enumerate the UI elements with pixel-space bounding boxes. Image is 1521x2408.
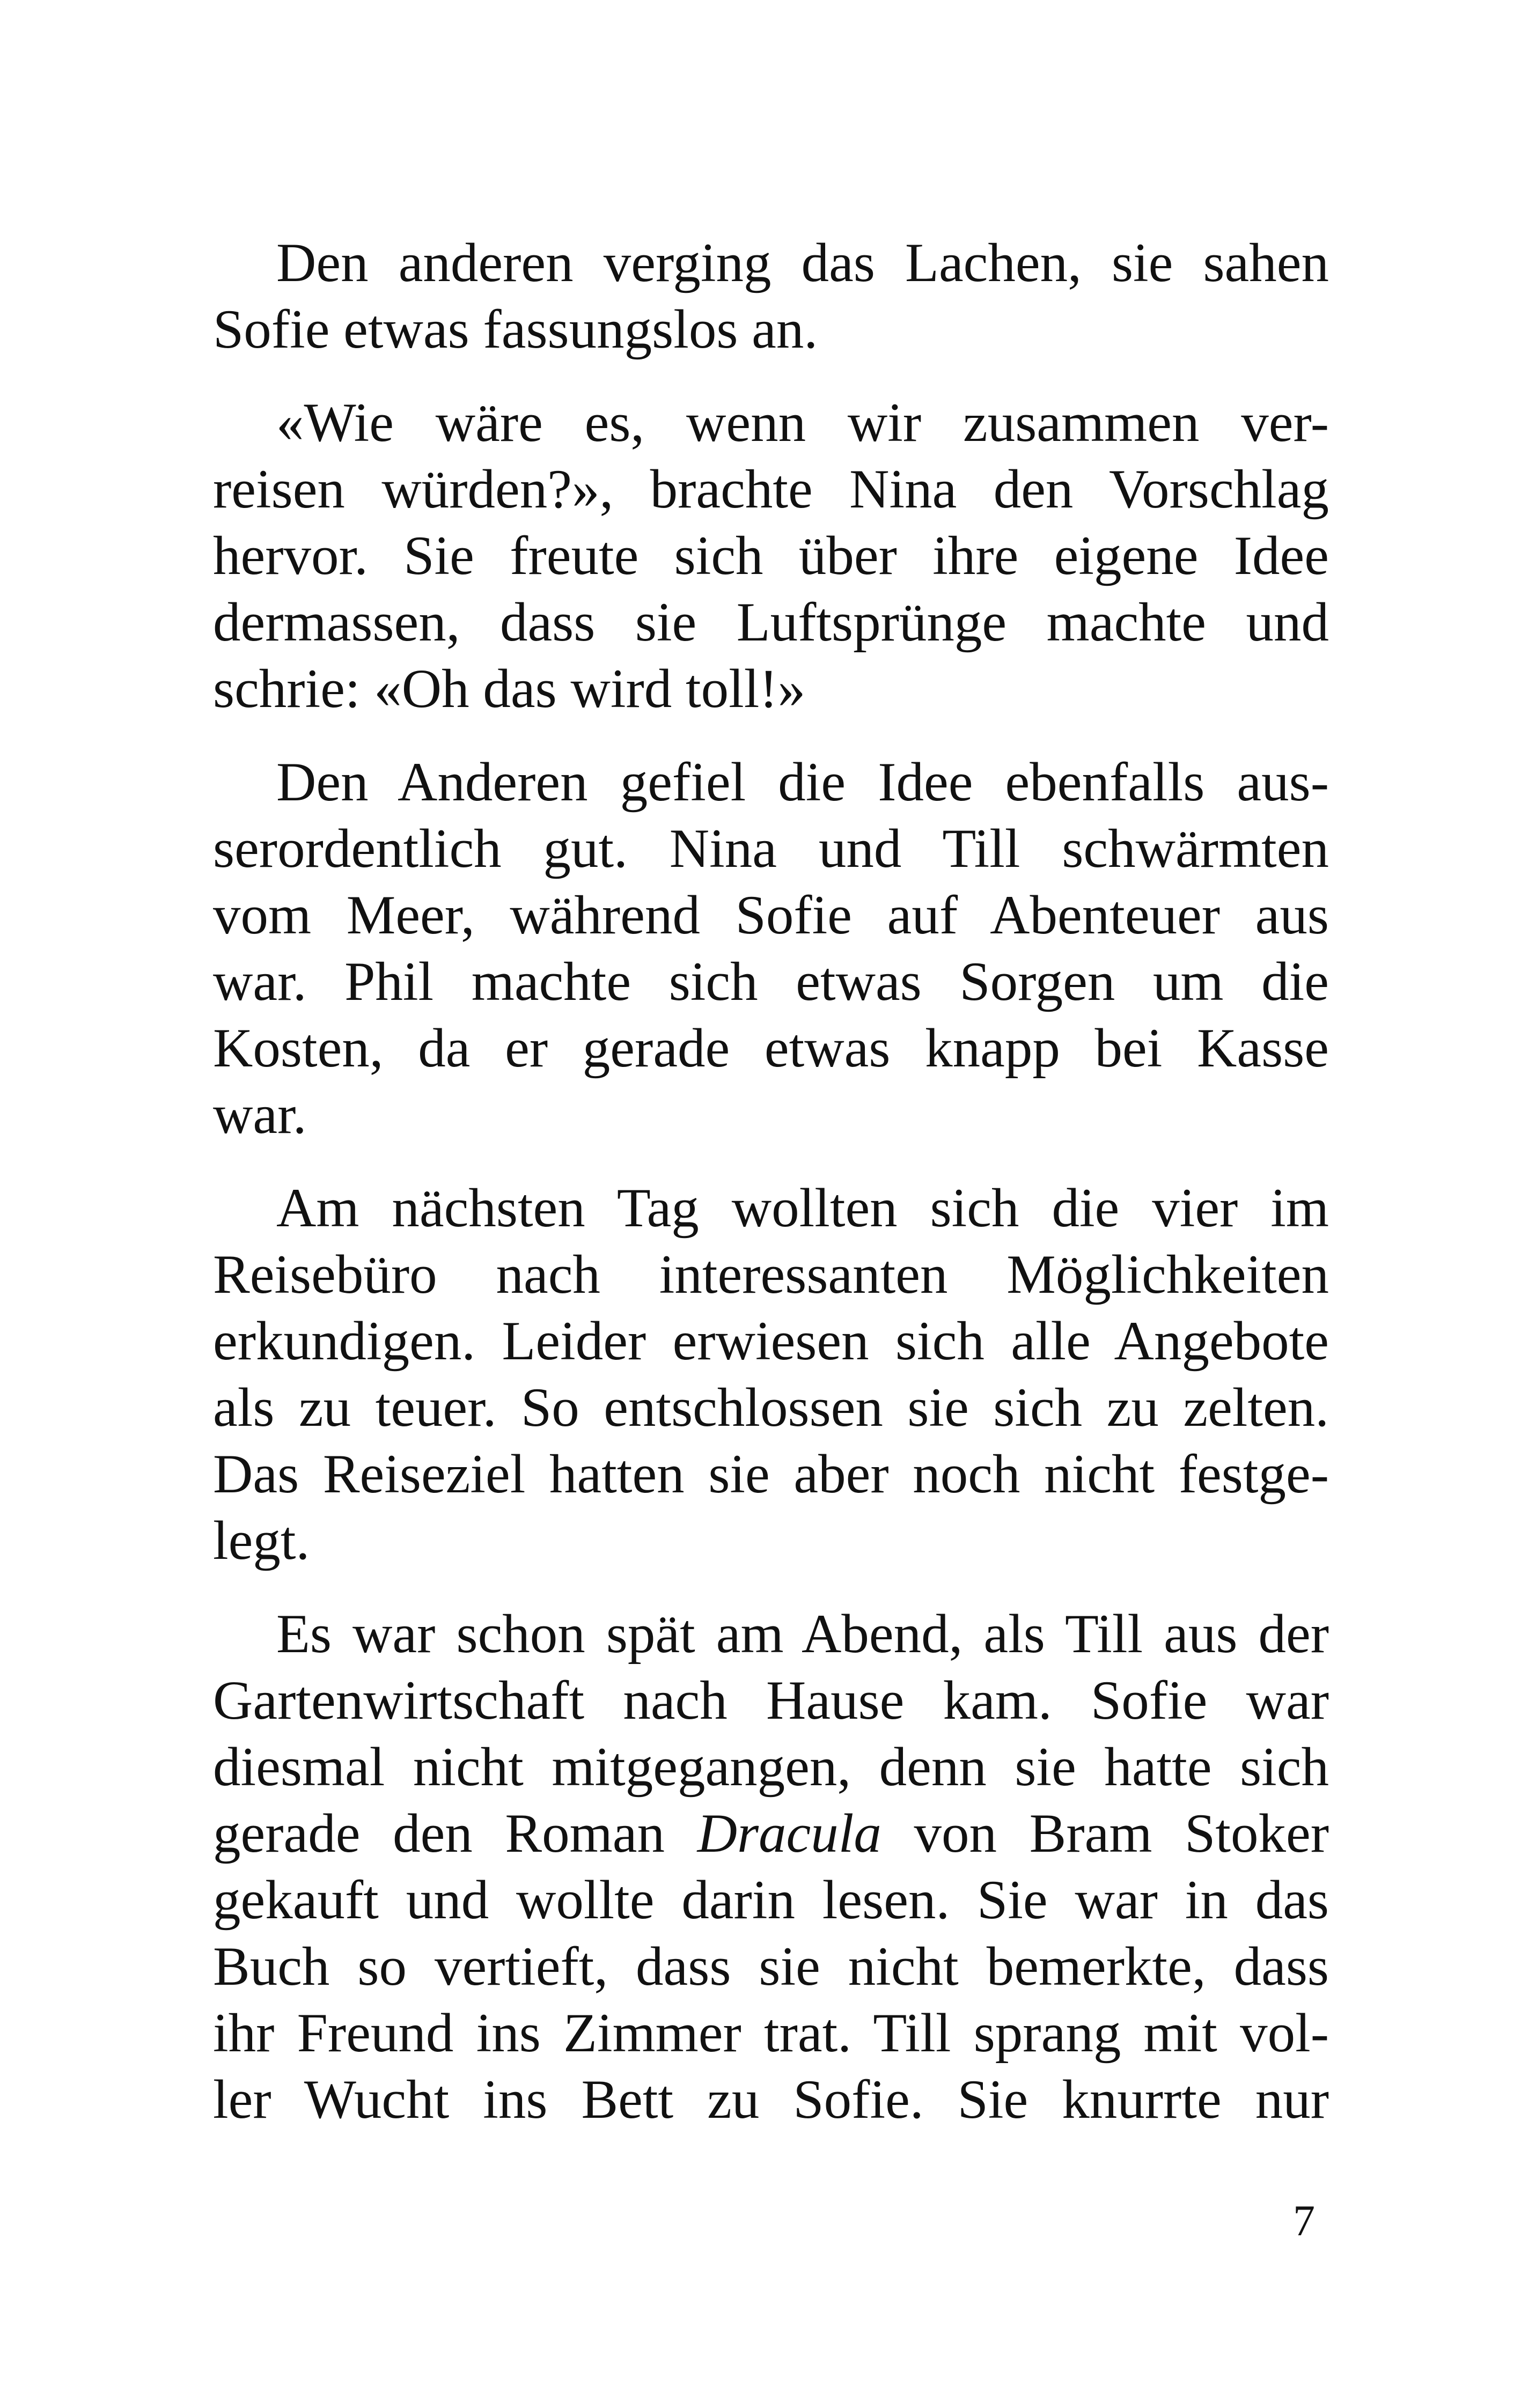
text-line: war. Phil machte sich etwas Sorgen um die: [213, 951, 1329, 1012]
book-title-italic: Dracula: [697, 1803, 881, 1864]
page-number: 7: [1293, 2196, 1315, 2245]
text-line: Das Reiseziel hatten sie aber noch nicht festge-: [213, 1444, 1329, 1505]
text-line: war.: [213, 1084, 307, 1145]
text-line: Sofie etwas fassungslos an.: [213, 299, 818, 360]
text-line: Reisebüro nach interessanten Möglichkeiten: [213, 1244, 1329, 1305]
text-line: «Wie wäre es, wenn wir zusammen ver-: [276, 392, 1329, 453]
text-line: Gartenwirtschaft nach Hause kam. Sofie war: [213, 1670, 1329, 1731]
paragraph-gap: [213, 1148, 1329, 1175]
text-line: vom Meer, während Sofie auf Abenteuer aus: [213, 885, 1329, 946]
text-line: schrie: «Oh das wird toll!»: [213, 658, 806, 719]
paragraph-gap: [213, 722, 1329, 749]
text-line: Es war schon spät am Abend, als Till aus der: [276, 1603, 1329, 1665]
text-fragment: gerade den Roman: [213, 1803, 697, 1864]
text-line: Am nächsten Tag wollten sich die vier im: [276, 1177, 1329, 1239]
text-line: gekauft und wollte darin lesen. Sie war in das: [213, 1869, 1329, 1931]
text-line: Kosten, da er gerade etwas knapp bei Kasse: [213, 1018, 1329, 1079]
text-line: als zu teuer. So entschlossen sie sich zu zelten.: [213, 1377, 1329, 1438]
text-line: Den anderen verging das Lachen, sie sahen: [276, 232, 1329, 293]
text-line: Den Anderen gefiel die Idee ebenfalls aus-: [276, 752, 1329, 813]
text-line-with-italic-title: [213, 1800, 1329, 1867]
text-line: diesmal nicht mitgegangen, denn sie hatte sich: [213, 1736, 1329, 1798]
text-line: legt.: [213, 1510, 310, 1571]
paragraph-gap: [213, 363, 1329, 389]
text-line: ihr Freund ins Zimmer trat. Till sprang mit vol-: [213, 2002, 1329, 2064]
text-line: ler Wucht ins Bett zu Sofie. Sie knurrte nur: [213, 2069, 1329, 2130]
text-line: dermassen, dass sie Luftsprünge machte und: [213, 592, 1329, 653]
text-line: erkundigen. Leider erwiesen sich alle Angebote: [213, 1310, 1329, 1372]
text-line: hervor. Sie freute sich über ihre eigene Idee: [213, 525, 1329, 586]
text-line: serordentlich gut. Nina und Till schwärmten: [213, 818, 1329, 879]
text-line: reisen würden?», brachte Nina den Vorschlag: [213, 459, 1329, 520]
text-line: Buch so vertieft, dass sie nicht bemerkte, dass: [213, 1936, 1329, 1997]
text-fragment: von Bram Stoker: [881, 1803, 1329, 1864]
paragraph-gap: [213, 1574, 1329, 1601]
body-text: [213, 230, 1329, 2133]
